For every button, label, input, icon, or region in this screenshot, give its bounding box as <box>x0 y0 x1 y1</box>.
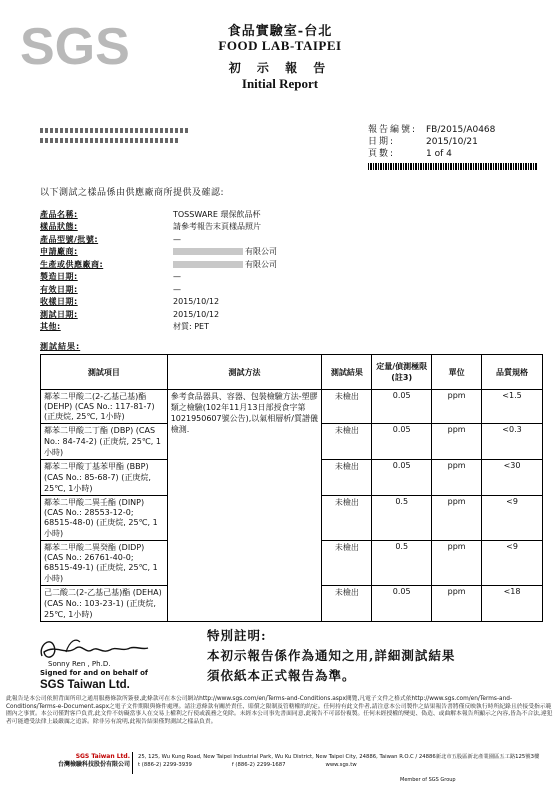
info-value <box>173 272 181 281</box>
info-value <box>173 310 219 319</box>
special-note-line: 須依紙本正式報告為準。 <box>207 668 356 683</box>
cell-lod: 0.05 <box>372 424 432 460</box>
barcode <box>368 163 538 170</box>
cell-unit: ppm <box>432 424 482 460</box>
cell-unit: ppm <box>432 496 482 541</box>
lab-name-en: FOOD LAB-TAIPEI <box>218 38 342 53</box>
info-row <box>40 233 277 246</box>
lab-name-zh: 食品實驗室-台北 <box>227 24 333 39</box>
cell-item: 鄰苯二甲酸二丁酯 (DBP) (CAS No.: 84-74-2) (正庚烷, 25℃, 1小時) <box>41 424 168 460</box>
header-spec: 品質規格 <box>482 355 543 390</box>
info-row <box>40 221 277 234</box>
info-value <box>173 235 181 244</box>
cell-spec: <9 <box>482 541 543 586</box>
info-label: 產品型號/批號: <box>40 234 99 244</box>
footer-divider <box>132 752 133 774</box>
info-value-text: 材質: PET <box>173 322 210 332</box>
report-title-zh: 初 示 報 告 <box>228 61 332 75</box>
date-label: 日期: <box>368 137 396 147</box>
info-row <box>40 308 277 321</box>
info-label: 收樣日期: <box>40 297 78 307</box>
report-no-label: 報告編號: <box>368 125 418 135</box>
cell-spec: <9 <box>482 496 543 541</box>
cell-unit: ppm <box>432 390 482 424</box>
footer-fax: f (886-2) 2299-1687 <box>231 762 286 768</box>
info-value-text: 有限公司 <box>245 247 277 257</box>
redacted-address-line <box>40 138 180 143</box>
info-label: 製造日期: <box>40 272 78 282</box>
info-value <box>173 285 181 294</box>
info-value-text: 2015/10/12 <box>173 297 220 307</box>
cell-result: 未檢出 <box>322 496 372 541</box>
cell-result: 未檢出 <box>322 460 372 496</box>
info-label: 生產或供應廠商: <box>40 259 104 269</box>
footer-company-zh: 台灣檢驗科技股份有限公司 <box>57 761 130 768</box>
cell-item: 鄰苯二甲酸二異壬酯 (DINP) (CAS No.: 28553-12-0; 68515-48-0) (正庚烷, 25℃, 1小時) <box>41 496 168 541</box>
sample-info <box>40 208 277 333</box>
header-unit: 單位 <box>432 355 482 390</box>
results-table <box>40 354 543 622</box>
report-meta <box>368 124 495 160</box>
info-row <box>40 283 277 296</box>
footer-contact <box>138 753 558 769</box>
cell-lod: 0.05 <box>372 460 432 496</box>
info-row <box>40 208 277 221</box>
info-row <box>40 246 277 259</box>
signing-company: SGS Taiwan Ltd. <box>40 679 130 691</box>
redacted-name <box>173 261 243 268</box>
footer-member: Member of SGS Group <box>400 777 456 783</box>
info-value-text: 2015/10/12 <box>173 309 220 319</box>
intro-text: 以下測試之樣品係由供應廠商所提供及確認: <box>40 188 225 198</box>
cell-unit: ppm <box>432 541 482 586</box>
signed-for-text: Signed for and on behalf of <box>40 669 148 677</box>
special-note <box>207 626 455 686</box>
redacted-address-line <box>40 128 190 133</box>
info-value-text: 有限公司 <box>245 259 277 269</box>
report-title-en: Initial Report <box>241 76 319 91</box>
info-row <box>40 296 277 309</box>
cell-method: 參考食品器具、容器、包裝檢驗方法-塑膠類之檢驗(102年11月13日部授食字第1021950607號公告),以氣相層析/質譜儀檢測. <box>167 390 322 622</box>
report-date: 2015/10/21 <box>426 137 478 147</box>
header-item: 測試項目 <box>41 355 168 390</box>
info-label: 其他: <box>40 322 61 332</box>
footer-address: 25, 125, Wu Kung Road, New Taipei Industrial Park, Wu Ku District, New Taipei City, 24886, Taiwan R.O.C / 24886新北市五股區新北產業園區五工路125號3樓 <box>138 754 540 760</box>
info-label: 申請廠商: <box>40 247 78 257</box>
info-value <box>173 209 260 220</box>
info-value <box>173 297 219 306</box>
info-row <box>40 258 277 271</box>
cell-item: 鄰苯二甲酸二異癸酯 (DIDP) (CAS No.: 26761-40-0; 68515-49-1) (正庚烷, 25℃, 1小時) <box>41 541 168 586</box>
cell-spec: <0.3 <box>482 424 543 460</box>
info-row <box>40 271 277 284</box>
cell-lod: 0.05 <box>372 390 432 424</box>
results-header-row <box>41 355 543 390</box>
table-row <box>41 390 543 424</box>
cell-spec: <30 <box>482 460 543 496</box>
pages-label: 頁數: <box>368 149 396 159</box>
header-lod: 定量/偵測極限(註3) <box>372 355 432 390</box>
cell-lod: 0.5 <box>372 541 432 586</box>
footer-web: www.sgs.tw <box>325 762 357 768</box>
info-label: 產品名稱: <box>40 209 78 219</box>
report-no: FB/2015/A0468 <box>426 125 496 135</box>
info-row <box>40 321 277 334</box>
cell-item: 鄰苯二甲酸丁基苯甲酯 (BBP) (CAS No.: 85-68-7) (正庚烷, 25℃, 1小時) <box>41 460 168 496</box>
info-label: 有效日期: <box>40 284 78 294</box>
disclaimer-text: 此報告是本公司依照背面所印之通用服務條款所簽發,此條款可在本公司網站http://www.sgs.com/en/Terms-and-Conditions.aspx閱覽,凡電子文件之格式依http://www.sgs.com/en/Terms-and-Conditions/Terms-e-Document.aspx之電子文件期限與條件處理。請注意條款有關於責任、賠償之限制及管轄權的約定。任何持有此文件者,請注意本公司製作之結果報告書將僅反映執行時所紀錄且於接受指示範圍內之事實。本公司僅對客戶負責,此文件不妨礙當事人在交易上權利之行使或義務之免除。未經本公司事先書面同意,此報告不可部份複製。任何未經授權的變更、偽造、或曲解本報告所顯示之內容,皆為不合法,違犯者可能遭受法律上最嚴厲之追訴。除非另有說明,此報告結果僅對測試之樣品負責。 <box>6 696 553 725</box>
info-value-text: — <box>173 234 181 244</box>
info-value <box>173 246 277 257</box>
cell-spec: <1.5 <box>482 390 543 424</box>
info-label: 測試日期: <box>40 309 78 319</box>
info-value <box>173 221 261 232</box>
cell-result: 未檢出 <box>322 424 372 460</box>
info-value-text: — <box>173 284 181 294</box>
header-method: 測試方法 <box>167 355 322 390</box>
special-note-title: 特別註明: <box>207 628 267 643</box>
footer-tel: t (886-2) 2299-3939 <box>138 762 192 768</box>
info-value-text: TOSSWARE 環保飲品杯 <box>173 209 261 219</box>
cell-unit: ppm <box>432 586 482 622</box>
cell-result: 未檢出 <box>322 390 372 424</box>
cell-spec: <18 <box>482 586 543 622</box>
redacted-name <box>173 248 243 255</box>
results-title: 測試結果: <box>40 342 81 351</box>
cell-item: 鄰苯二甲酸二(2-乙基己基)酯 (DEHP) (CAS No.: 117-81-7) (正庚烷, 25℃, 1小時) <box>41 390 168 424</box>
cell-lod: 0.5 <box>372 496 432 541</box>
signer-name: Sonny Ren , Ph.D. <box>48 660 111 668</box>
info-value <box>173 321 209 332</box>
cell-item: 己二酸二(2-乙基己基)酯 (DEHA) (CAS No.: 103-23-1) (正庚烷, 25℃, 1小時) <box>41 586 168 622</box>
cell-result: 未檢出 <box>322 541 372 586</box>
info-label: 樣品狀態: <box>40 222 78 232</box>
cell-lod: 0.05 <box>372 586 432 622</box>
page-count: 1 of 4 <box>426 149 452 159</box>
footer-company-en: SGS Taiwan Ltd. <box>75 753 130 760</box>
header-result: 測試結果 <box>322 355 372 390</box>
cell-result: 未檢出 <box>322 586 372 622</box>
footer-company <box>30 753 130 769</box>
info-value-text: — <box>173 272 181 282</box>
special-note-line: 本初示報告係作為通知之用,詳細測試結果 <box>207 648 456 663</box>
info-value-text: 請參考報告末頁樣品照片 <box>173 222 261 232</box>
cell-unit: ppm <box>432 460 482 496</box>
info-value <box>173 259 277 270</box>
sgs-logo-text: SGS <box>20 18 130 76</box>
